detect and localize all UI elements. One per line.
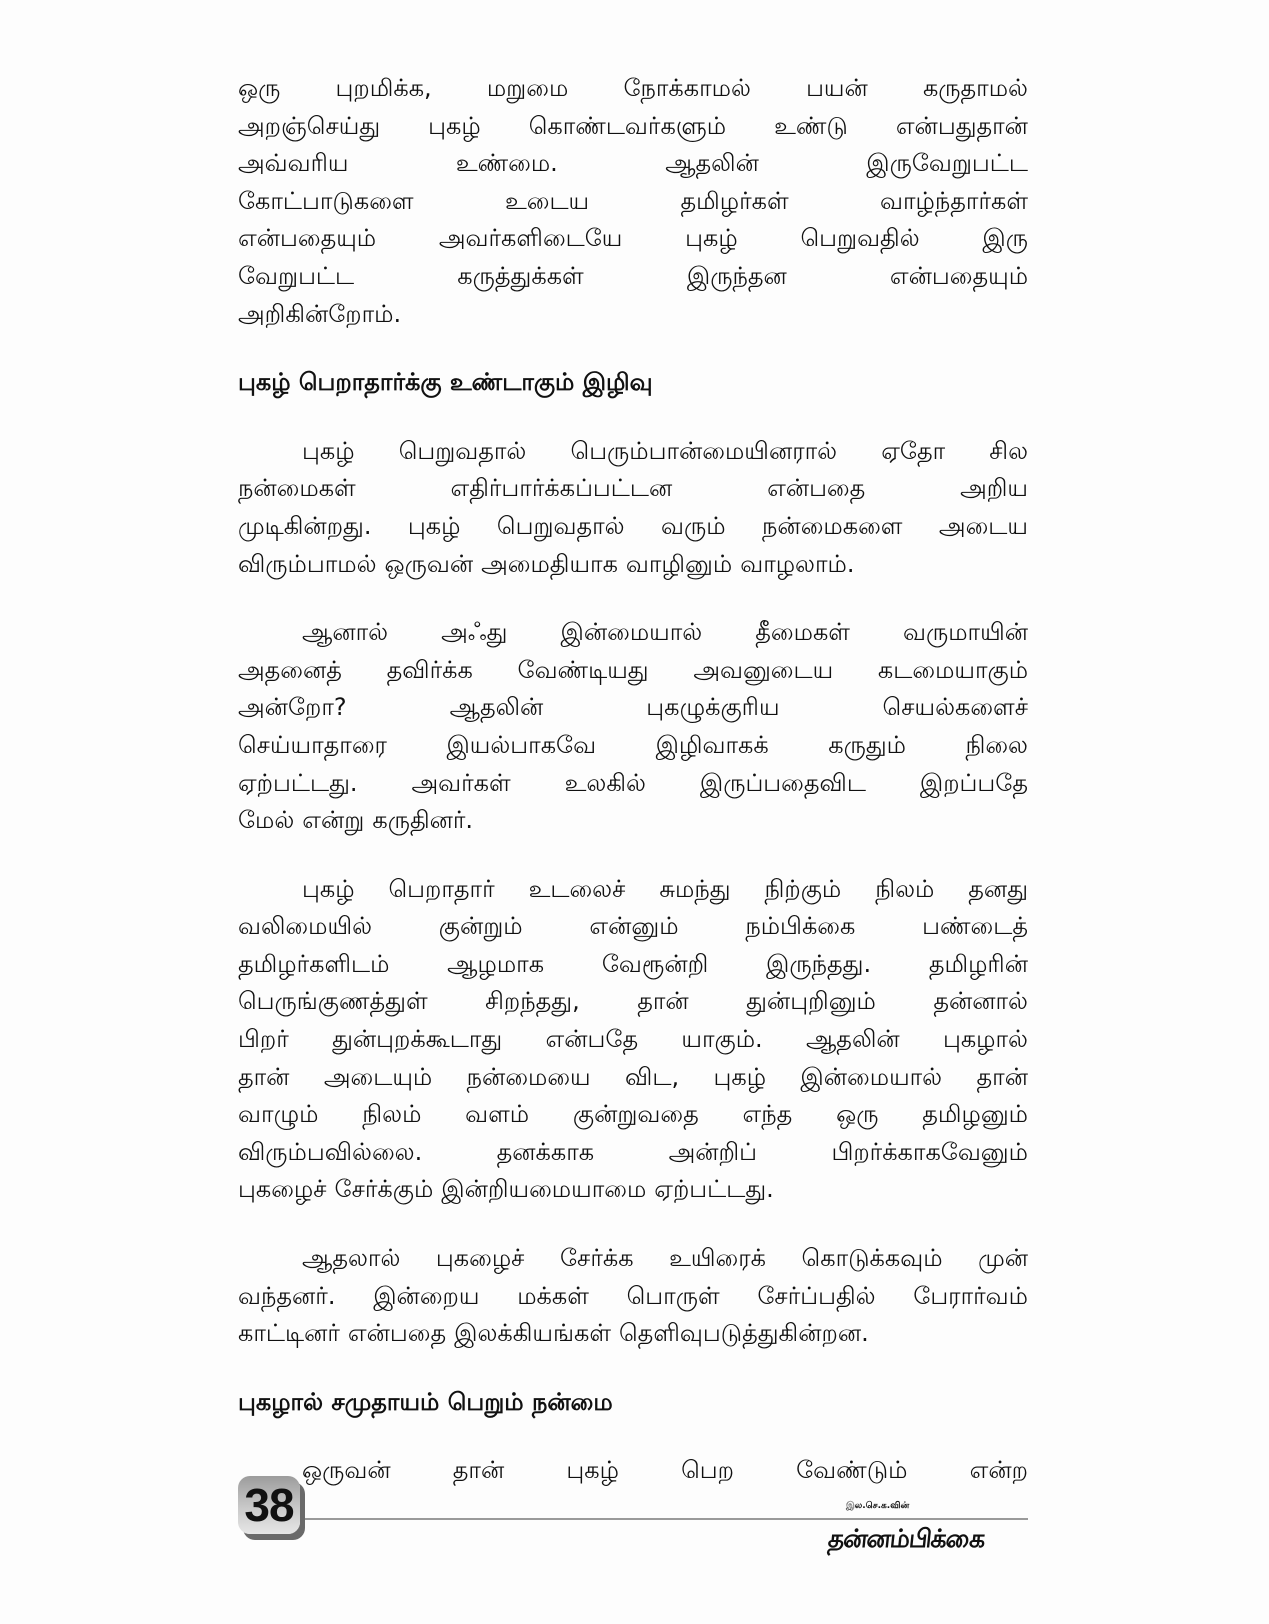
document-text bbox=[238, 70, 1028, 1490]
text-line: நன்மைகள் எதிர்பார்க்கப்பட்டன என்பதை அறிய bbox=[238, 474, 1028, 503]
block-gap bbox=[238, 1209, 1028, 1240]
text-line: காட்டினர் என்பதை இலக்கியங்கள் தெளிவுபடுத்துகின்றன. bbox=[238, 1319, 869, 1348]
block-gap bbox=[238, 1353, 1028, 1384]
text-line: வாழும் நிலம் வளம் குன்றுவதை எந்த ஒரு தமிழனும் bbox=[238, 1100, 1028, 1129]
text-line: புகழைச் சேர்க்கும் இன்றியமையாமை ஏற்பட்டது. bbox=[238, 1175, 774, 1204]
text-line: பெருங்குணத்துள் சிறந்தது, தான் துன்புறினும் தன்னால் bbox=[238, 987, 1028, 1016]
footer-divider bbox=[305, 1518, 1028, 1520]
block-gap bbox=[238, 840, 1028, 871]
section-heading: புகழ் பெறாதார்க்கு உண்டாகும் இழிவு bbox=[238, 368, 653, 397]
text-line: ஏற்பட்டது. அவர்கள் உலகில் இருப்பதைவிட இறப்பதே bbox=[238, 768, 1028, 797]
paragraph bbox=[238, 871, 1028, 1209]
text-line: அன்றோ? ஆதலின் புகழுக்குரிய செயல்களைச் bbox=[238, 693, 1028, 722]
text-line: ஆனால் அஃது இன்மையால் தீமைகள் வருமாயின் bbox=[302, 618, 1028, 647]
text-line: புகழ் பெறாதார் உடலைச் சுமந்து நிற்கும் நிலம் தனது bbox=[302, 874, 1028, 903]
text-line: தான் அடையும் நன்மையை விட, புகழ் இன்மையால் தான் bbox=[238, 1062, 1028, 1091]
text-line: மேல் என்று கருதினர். bbox=[238, 806, 474, 835]
footer-brand-title: தன்னம்பிக்கை bbox=[826, 1524, 987, 1553]
text-line: ஒரு புறமிக்க, மறுமை நோக்காமல் பயன் கருதாமல் bbox=[238, 74, 1028, 102]
paragraph bbox=[238, 1240, 1028, 1353]
page-number: 38 bbox=[244, 1479, 294, 1531]
block-gap bbox=[238, 333, 1028, 364]
text-line: விரும்பாமல் ஒருவன் அமைதியாக வாழினும் வாழலாம். bbox=[238, 549, 855, 578]
text-line: என்பதையும் அவர்களிடையே புகழ் பெறுவதில் இரு bbox=[238, 224, 1028, 253]
text-line: அறிகின்றோம். bbox=[238, 299, 402, 328]
footer-author-line: இல.செ.க.வின் bbox=[846, 1501, 910, 1511]
text-line: வந்தனர். இன்றைய மக்கள் பொருள் சேர்ப்பதில் பேரார்வம் bbox=[238, 1281, 1028, 1310]
page-body bbox=[238, 70, 1028, 1490]
text-line: ஒருவன் தான் புகழ் பெற வேண்டும் என்ற bbox=[302, 1456, 1028, 1485]
text-line: செய்யாதாரை இயல்பாகவே இழிவாகக் கருதும் நிலை bbox=[238, 730, 1028, 759]
text-line: அறஞ்செய்து புகழ் கொண்டவர்களும் உண்டு என்பதுதான் bbox=[238, 111, 1028, 140]
text-line: ஆதலால் புகழைச் சேர்க்க உயிரைக் கொடுக்கவும் முன் bbox=[302, 1244, 1028, 1273]
text-line: கோட்பாடுகளை உடைய தமிழர்கள் வாழ்ந்தார்கள் bbox=[238, 186, 1028, 215]
paragraph bbox=[238, 1452, 1028, 1490]
text-line: வேறுபட்ட கருத்துக்கள் இருந்தன என்பதையும் bbox=[238, 261, 1028, 290]
text-line: வலிமையில் குன்றும் என்னும் நம்பிக்கை பண்டைத் bbox=[238, 912, 1028, 941]
text-line: தமிழர்களிடம் ஆழமாக வேரூன்றி இருந்தது. தமிழரின் bbox=[238, 949, 1028, 978]
paragraph bbox=[238, 433, 1028, 583]
page-number-badge bbox=[238, 1476, 300, 1534]
paragraph bbox=[238, 614, 1028, 840]
text-line: பிறர் துன்புறக்கூடாது என்பதே யாகும். ஆதலின் புகழால் bbox=[238, 1025, 1028, 1054]
block-gap bbox=[238, 402, 1028, 433]
text-line: விரும்பவில்லை. தனக்காக அன்றிப் பிறர்க்காகவேனும் bbox=[238, 1137, 1028, 1166]
text-line: புகழ் பெறுவதால் பெரும்பான்மையினரால் ஏதோ சில bbox=[302, 436, 1028, 465]
text-line: முடிகின்றது. புகழ் பெறுவதால் வரும் நன்மைகளை அடைய bbox=[238, 511, 1028, 540]
paragraph bbox=[238, 70, 1028, 333]
section-heading: புகழால் சமுதாயம் பெறும் நன்மை bbox=[238, 1387, 613, 1416]
text-line: அவ்வரிய உண்மை. ஆதலின் இருவேறுபட்ட bbox=[238, 149, 1028, 178]
text-line: அதனைத் தவிர்க்க வேண்டியது அவனுடைய கடமையாகும் bbox=[238, 655, 1028, 684]
block-gap bbox=[238, 1421, 1028, 1452]
block-gap bbox=[238, 583, 1028, 614]
